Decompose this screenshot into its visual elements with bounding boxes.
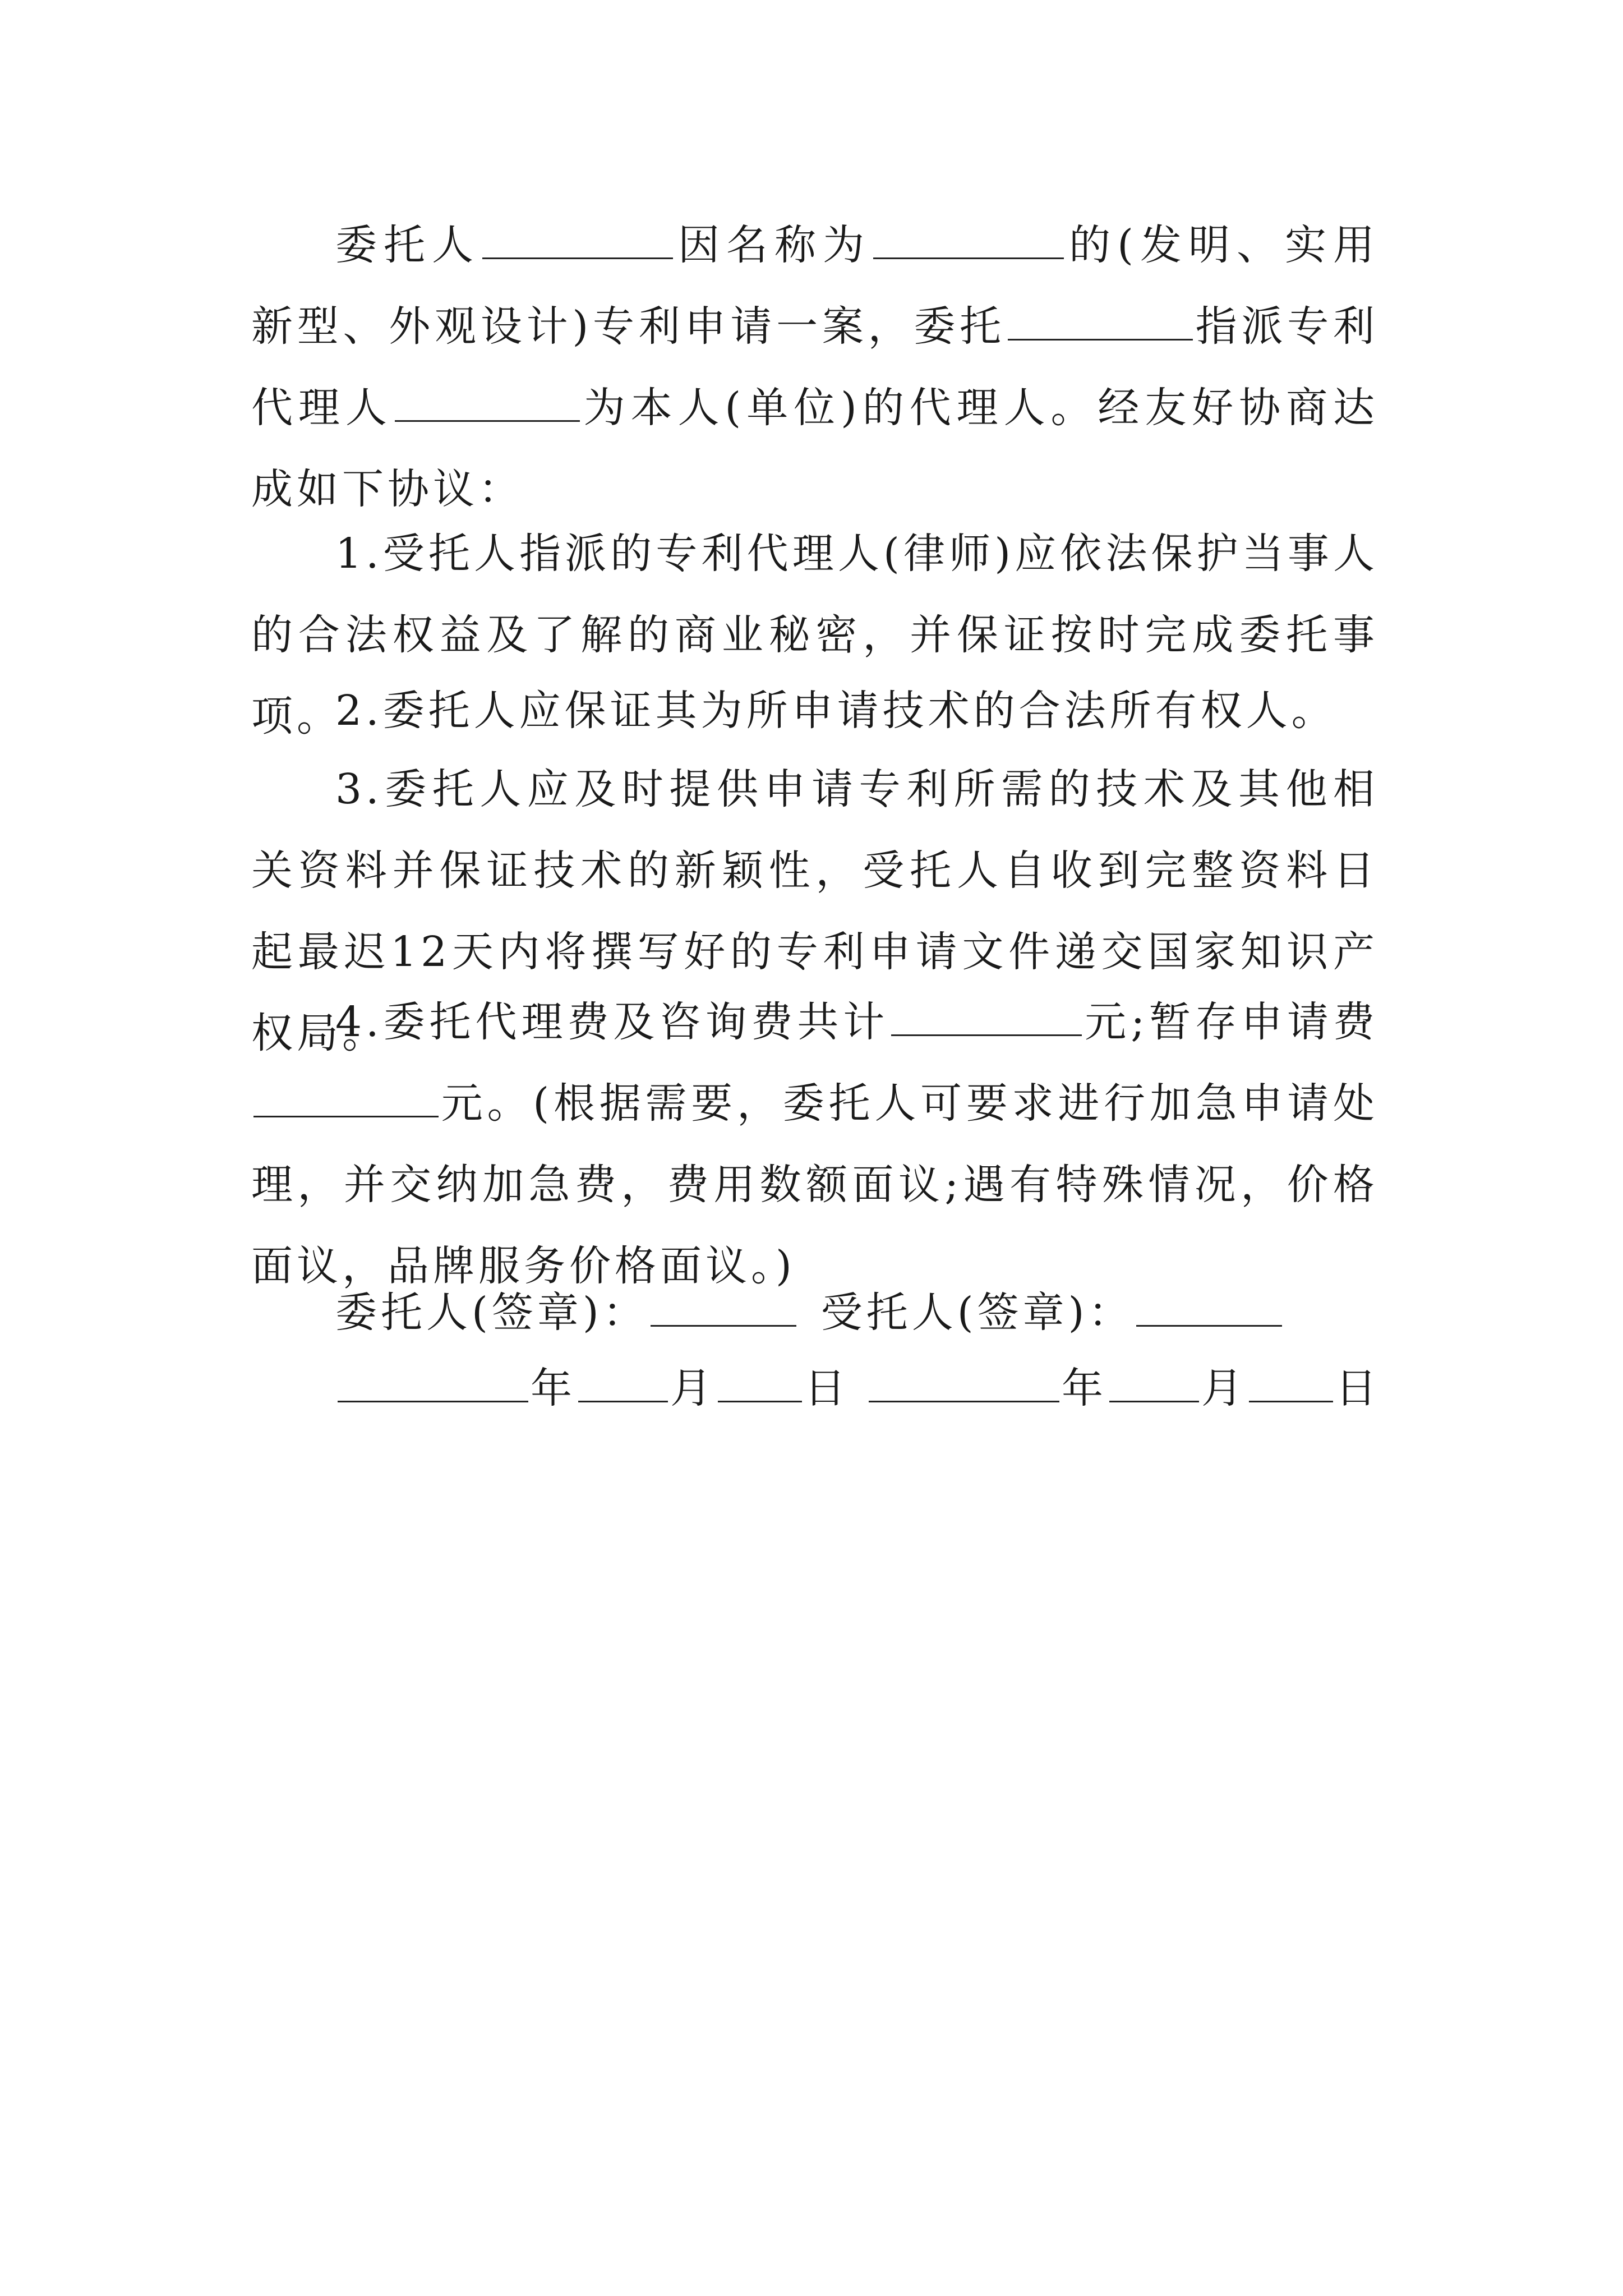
- intro-assign-text: 指派专利代理人: [251, 302, 1378, 432]
- client-year-label: 年: [531, 1364, 576, 1412]
- client-month-label: 月: [670, 1364, 716, 1412]
- intro-agreement-text: 为本人(单位)的代理人。经友好协商达成如下协议：: [251, 384, 1378, 513]
- blank-agent-month[interactable]: [1109, 1367, 1199, 1402]
- blank-patent-name[interactable]: [873, 224, 1064, 259]
- signature-line: [335, 1285, 1284, 1341]
- blank-client-year[interactable]: [338, 1367, 528, 1402]
- paragraph-intro: [251, 205, 1378, 530]
- agent-signature-label: 受托人(签章)：: [820, 1289, 1134, 1337]
- blank-agent-name[interactable]: [395, 386, 580, 422]
- blank-fee-deposit[interactable]: [253, 1082, 439, 1117]
- paragraph-clause-2: 2.委托人应保证其为所申请技术的合法所有权人。: [335, 687, 1337, 735]
- agent-month-label: 月: [1201, 1364, 1247, 1412]
- blank-client-month[interactable]: [578, 1367, 668, 1402]
- intro-name-label: 因名称为: [675, 221, 872, 269]
- fee-total-label: 4.委托代理费及咨询费共计: [335, 998, 889, 1046]
- blank-fee-total[interactable]: [891, 1001, 1082, 1036]
- fee-deposit-label: 元;暂存申请费: [1084, 998, 1378, 1046]
- paragraph-clause-1: 1.受托人指派的专利代理人(律师)应依法保护当事人的合法权益及了解的商业秘密，并保证按时完成委托事项。: [251, 530, 1378, 740]
- date-line: [335, 1360, 1381, 1416]
- paragraph-clause-4: [251, 982, 1378, 1307]
- blank-agency-name[interactable]: [1008, 305, 1193, 341]
- blank-agent-day[interactable]: [1249, 1367, 1333, 1402]
- agent-year-label: 年: [1062, 1364, 1107, 1412]
- intro-client-label: 委托人: [335, 221, 481, 269]
- fee-note-text: 元。(根据需要，委托人可要求进行加急申请处理，并交纳加急费，费用数额面议;遇有特殊情况，价格面议，品牌服务价格面议。): [251, 1079, 1378, 1290]
- client-signature-label: 委托人(签章)：: [335, 1289, 648, 1337]
- blank-client-signature[interactable]: [651, 1291, 796, 1327]
- paragraph-clause-3: 3.委托人应及时提供申请专利所需的技术及其他相关资料并保证技术的新颖性，受托人自收到完整资料日起最迟12天内将撰写好的专利申请文件递交国家知识产权局。: [251, 765, 1378, 1057]
- blank-agent-year[interactable]: [869, 1367, 1059, 1402]
- blank-agent-signature[interactable]: [1136, 1291, 1282, 1327]
- client-day-label: 日: [804, 1364, 850, 1412]
- intro-type-text: 的(发明、实用新型、外观设计)专利申请一案，委托: [251, 221, 1379, 351]
- blank-client-name[interactable]: [482, 224, 673, 259]
- agent-day-label: 日: [1335, 1364, 1381, 1412]
- blank-client-day[interactable]: [718, 1367, 802, 1402]
